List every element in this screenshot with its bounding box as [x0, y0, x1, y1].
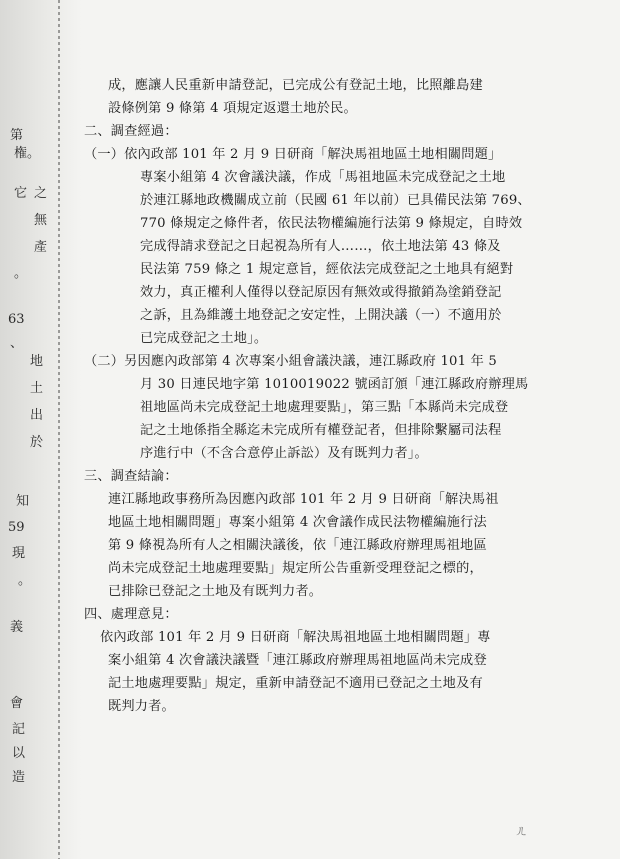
section-heading-conclusion: 三、調查結論： — [84, 469, 178, 484]
bleed-fragment: 土 — [30, 381, 44, 396]
text-line: 已排除已登記之土地及有既判力者。 — [108, 584, 323, 599]
text-line: 記土地處理要點」規定，重新申請登記不適用已登記之土地及有 — [108, 676, 483, 691]
handwritten-mark: ㄦ — [515, 824, 529, 839]
bleed-fragment: 以 — [12, 746, 26, 761]
text-line: 專案小組第 4 次會議決議，作成「馬祖地區未完成登記之土地 — [140, 170, 506, 185]
bleed-fragment: 會 — [10, 696, 24, 711]
text-line: 民法第 759 條之 1 規定意旨，經依法完成登記之土地具有絕對 — [140, 262, 514, 277]
bleed-fragment: 59 — [8, 520, 25, 535]
bleed-fragment: 第 — [10, 128, 24, 143]
text-line: 成，應讓人民重新申請登記，已完成公有登記土地，比照離島建 — [108, 78, 483, 93]
bleed-fragment: 它 — [14, 186, 28, 201]
text-line: 尚未完成登記土地處理要點」規定所公告重新受理登記之標的， — [108, 561, 483, 576]
text-line: （二）另因應內政部第 4 次專案小組會議決議，連江縣政府 101 年 5 — [84, 354, 497, 369]
bleed-fragment: 出 — [30, 408, 44, 423]
bleed-fragment: 之 — [34, 186, 48, 201]
bleed-fragment: 。 — [18, 573, 32, 588]
text-line: 第 9 條視為所有人之相關決議後，依「連江縣政府辦理馬祖地區 — [108, 538, 487, 553]
text-line: 既判力者。 — [108, 699, 175, 714]
bleed-fragment: 、 — [10, 336, 24, 351]
bleed-fragment: 義 — [10, 620, 24, 635]
bleed-fragment: 。 — [14, 266, 28, 281]
bleed-fragment: 知 — [16, 494, 30, 509]
text-line: 月 30 日連民地字第 1010019022 號函訂頒「連江縣政府辦理馬 — [140, 377, 529, 392]
bleed-fragment: 63 — [8, 312, 25, 327]
bleed-fragment: 現 — [12, 546, 26, 561]
bleed-fragment: 造 — [12, 770, 26, 785]
bleed-fragment: 記 — [12, 722, 26, 737]
text-line: 案小組第 4 次會議決議暨「連江縣政府辦理馬祖地區尚未完成登 — [108, 653, 487, 668]
bleed-fragment: 無 — [34, 213, 48, 228]
section-heading-opinion: 四、處理意見： — [84, 607, 178, 622]
text-line: 依內政部 101 年 2 月 9 日研商「解決馬祖地區土地相關問題」專 — [100, 630, 491, 645]
binding-fold-line — [58, 0, 60, 859]
text-line: 於連江縣地政機關成立前（民國 61 年以前）已具備民法第 769、 — [140, 193, 531, 208]
text-line: 序進行中（不含合意停止訴訟）及有既判力者」。 — [140, 446, 428, 461]
section-heading-investigation: 二、調查經過： — [84, 124, 178, 139]
bleed-fragment: 地 — [30, 354, 44, 369]
text-line: 地區土地相關問題」專案小組第 4 次會議作成民法物權編施行法 — [108, 515, 487, 530]
text-line: 效力，真正權利人僅得以登記原因有無效或得撤銷為塗銷登記 — [140, 285, 502, 300]
text-line: 記之土地係指全縣迄未完成所有權登記者，但排除繫屬司法程 — [140, 423, 502, 438]
text-line: 祖地區尚未完成登記土地處理要點」，第三點「本縣尚未完成登 — [140, 400, 509, 415]
text-line: （一）依內政部 101 年 2 月 9 日研商「解決馬祖地區土地相關問題」 — [84, 147, 502, 162]
text-line: 完成得請求登記之日起視為所有人……，依土地法第 43 條及 — [140, 239, 501, 254]
text-line: 連江縣地政事務所為因應內政部 101 年 2 月 9 日研商「解決馬祖 — [108, 492, 499, 507]
bleed-fragment: 於 — [30, 435, 44, 450]
bleed-fragment: 権。 — [14, 146, 41, 161]
bleed-fragment: 產 — [34, 240, 48, 255]
text-line: 設條例第 9 條第 4 項規定返還土地於民。 — [108, 101, 357, 116]
text-line: 已完成登記之土地」。 — [140, 331, 268, 346]
text-line: 之訴，且為維護土地登記之安定性，上開決議（一）不適用於 — [140, 308, 502, 323]
text-line: 770 條規定之條件者，依民法物權編施行法第 9 條規定，自時效 — [140, 216, 523, 231]
